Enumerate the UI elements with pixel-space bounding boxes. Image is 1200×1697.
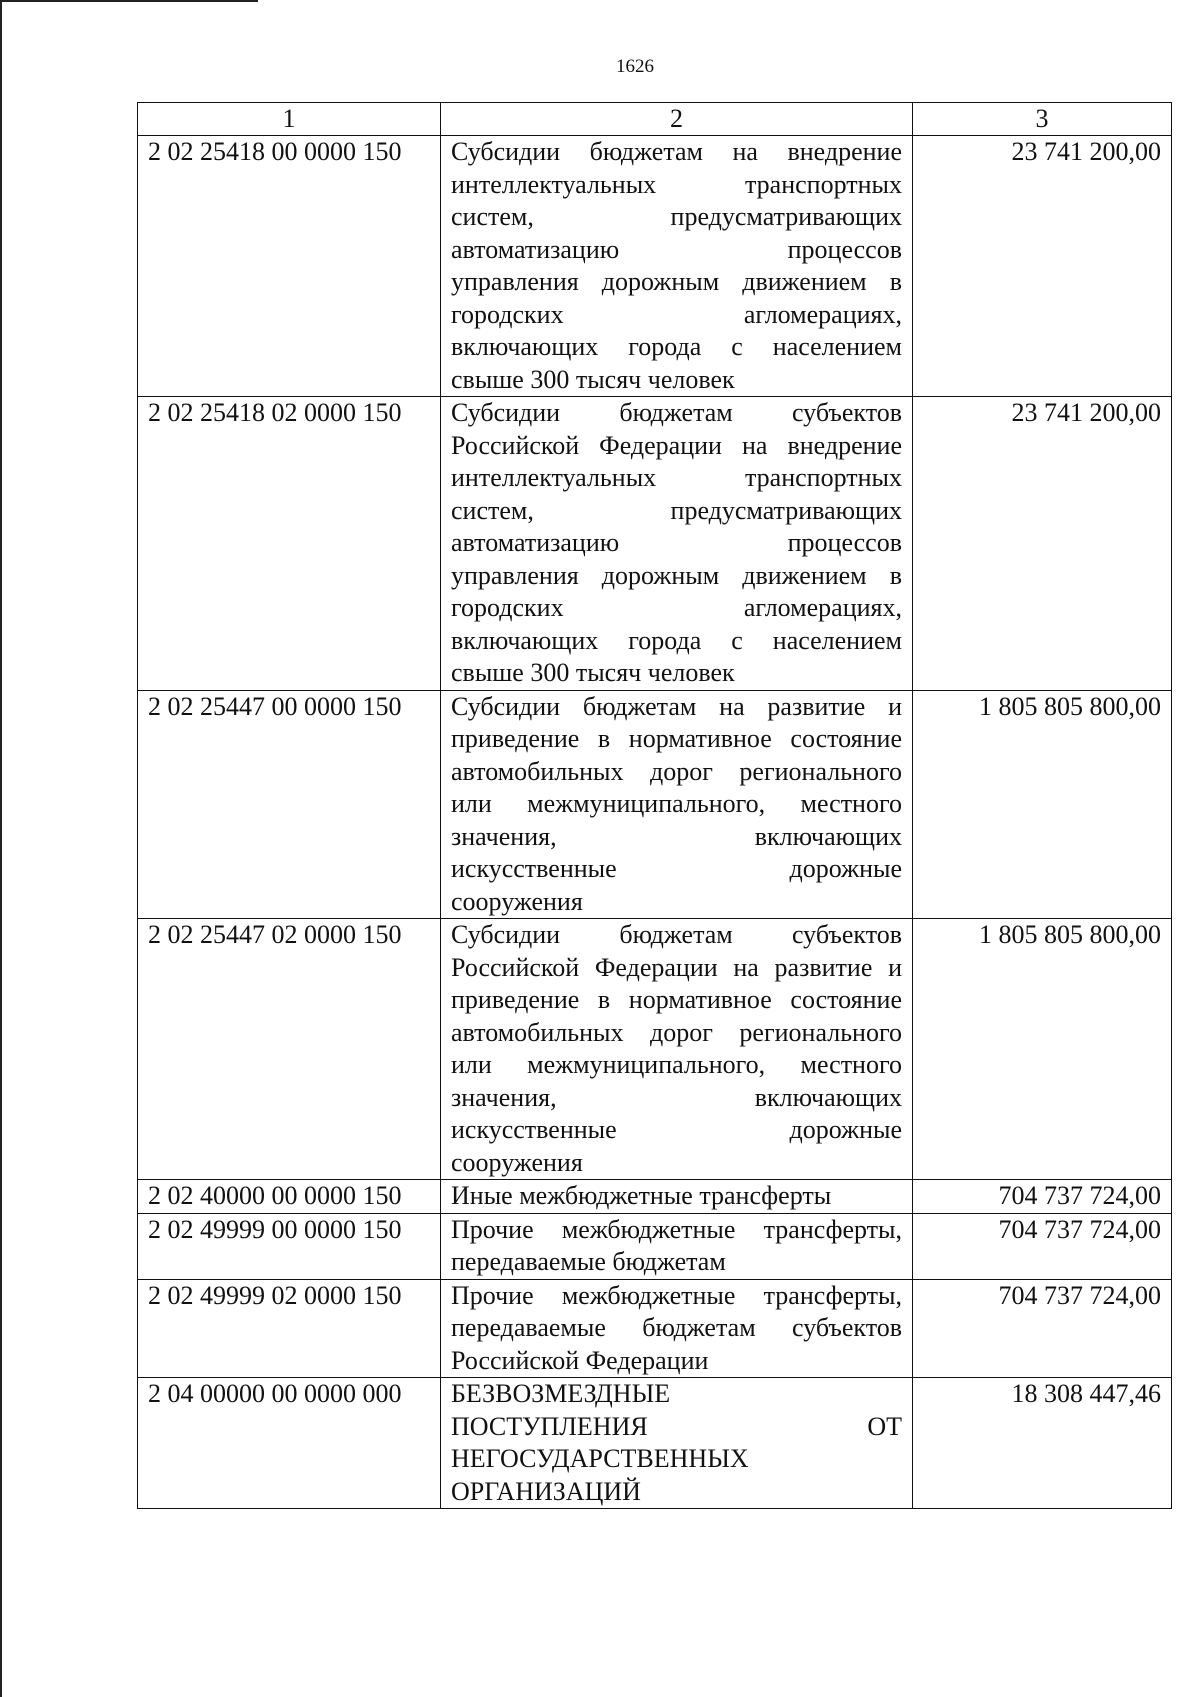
income-name [441,1378,913,1509]
budget-code: 2 02 25418 00 0000 150 [138,136,441,397]
income-name-line: включающих города с населением [451,332,902,361]
income-name-line: Прочие межбюджетные трансферты, [451,1214,902,1244]
budget-code: 2 04 00000 00 0000 000 [138,1378,441,1509]
income-name-line: автоматизацию процессов [451,234,902,264]
income-name-line: управления дорожным движением в [451,560,902,590]
income-name-line: приведение в нормативное состояние [451,724,902,753]
budget-code: 2 02 25447 02 0000 150 [138,919,441,1180]
income-name-line: Субсидии бюджетам на развитие и [451,691,902,721]
income-name [441,919,913,1180]
page-border-left [0,0,2,1697]
income-name-line: свыше 300 тысяч человек [451,658,735,687]
income-name-line: Российской Федерации на развитие и [451,952,902,982]
table-row [138,1180,1172,1214]
table-row [138,1213,1172,1279]
amount-value: 704 737 724,00 [913,1180,1172,1214]
budget-code: 2 02 49999 00 0000 150 [138,1213,441,1279]
income-name [441,397,913,691]
table-row [138,136,1172,397]
income-name-line: систем, предусматривающих [451,202,902,231]
table-body [138,136,1172,1509]
table-row [138,1378,1172,1509]
table-row [138,1279,1172,1378]
column-header-3: 3 [913,103,1172,136]
amount-value: 704 737 724,00 [913,1213,1172,1279]
income-name [441,136,913,397]
income-name-line: Российской Федерации на внедрение [451,430,902,460]
income-name-line: значения, включающих [451,1082,902,1112]
income-name-line: городских агломерациях, [451,299,902,329]
income-name-line: искусственные дорожные [451,1115,902,1144]
budget-code: 2 02 49999 02 0000 150 [138,1279,441,1378]
income-name-line: ОРГАНИЗАЦИЙ [451,1476,641,1506]
income-name-line: Субсидии бюджетам субъектов [451,920,902,949]
header-row [138,103,1172,136]
income-name-line: городских агломерациях, [451,593,902,622]
income-name-line: автомобильных дорог регионального [451,756,902,786]
income-name-line: сооружения [451,1147,583,1177]
budget-code: 2 02 25418 02 0000 150 [138,397,441,691]
income-name-line: НЕГОСУДАРСТВЕННЫХ [451,1444,749,1473]
income-name-line: Субсидии бюджетам субъектов [451,398,902,427]
income-name-line: сооружения [451,886,583,916]
table-row [138,919,1172,1180]
income-name-line: приведение в нормативное состояние [451,985,902,1014]
budget-code: 2 02 25447 00 0000 150 [138,690,441,919]
income-name-line: Прочие межбюджетные трансферты, [451,1280,902,1310]
income-name [441,690,913,919]
income-name-line: ПОСТУПЛЕНИЯ ОТ [451,1411,902,1441]
income-name-line: свыше 300 тысяч человек [451,364,735,394]
income-name-line: автоматизацию процессов [451,528,902,557]
income-name [441,1180,913,1214]
column-header-1: 1 [138,103,441,136]
income-name-line: автомобильных дорог регионального [451,1017,902,1047]
income-name-line: Иные межбюджетные трансферты [451,1181,832,1210]
income-name [441,1213,913,1279]
income-name-line: Субсидии бюджетам на внедрение [451,137,902,166]
table-row [138,690,1172,919]
income-name-line: или межмуниципального, местного [451,1050,902,1079]
income-name-line: управления дорожным движением в [451,267,902,296]
amount-value: 18 308 447,46 [913,1378,1172,1509]
amount-value: 23 741 200,00 [913,136,1172,397]
income-name-line: интеллектуальных транспортных [451,169,902,199]
income-name-line: включающих города с населением [451,625,902,655]
income-name-line: или межмуниципального, местного [451,789,902,818]
income-name-line: интеллектуальных транспортных [451,463,902,492]
income-name-line: БЕЗВОЗМЕЗДНЫЕ [451,1379,671,1408]
amount-value: 1 805 805 800,00 [913,690,1172,919]
income-name-line: передаваемые бюджетам субъектов [451,1313,902,1342]
amount-value: 1 805 805 800,00 [913,919,1172,1180]
income-name-line: искусственные дорожные [451,854,902,883]
amount-value: 704 737 724,00 [913,1279,1172,1378]
table-row [138,397,1172,691]
amount-value: 23 741 200,00 [913,397,1172,691]
income-name-line: передаваемые бюджетам [451,1247,726,1276]
budget-table [137,102,1172,1509]
income-name-line: Российской Федерации [451,1345,709,1375]
page-number: 1626 [616,56,654,77]
budget-code: 2 02 40000 00 0000 150 [138,1180,441,1214]
income-name-line: значения, включающих [451,821,902,851]
income-name [441,1279,913,1378]
column-header-2: 2 [441,103,913,136]
page-border-top [0,0,258,2]
income-name-line: систем, предусматривающих [451,495,902,525]
